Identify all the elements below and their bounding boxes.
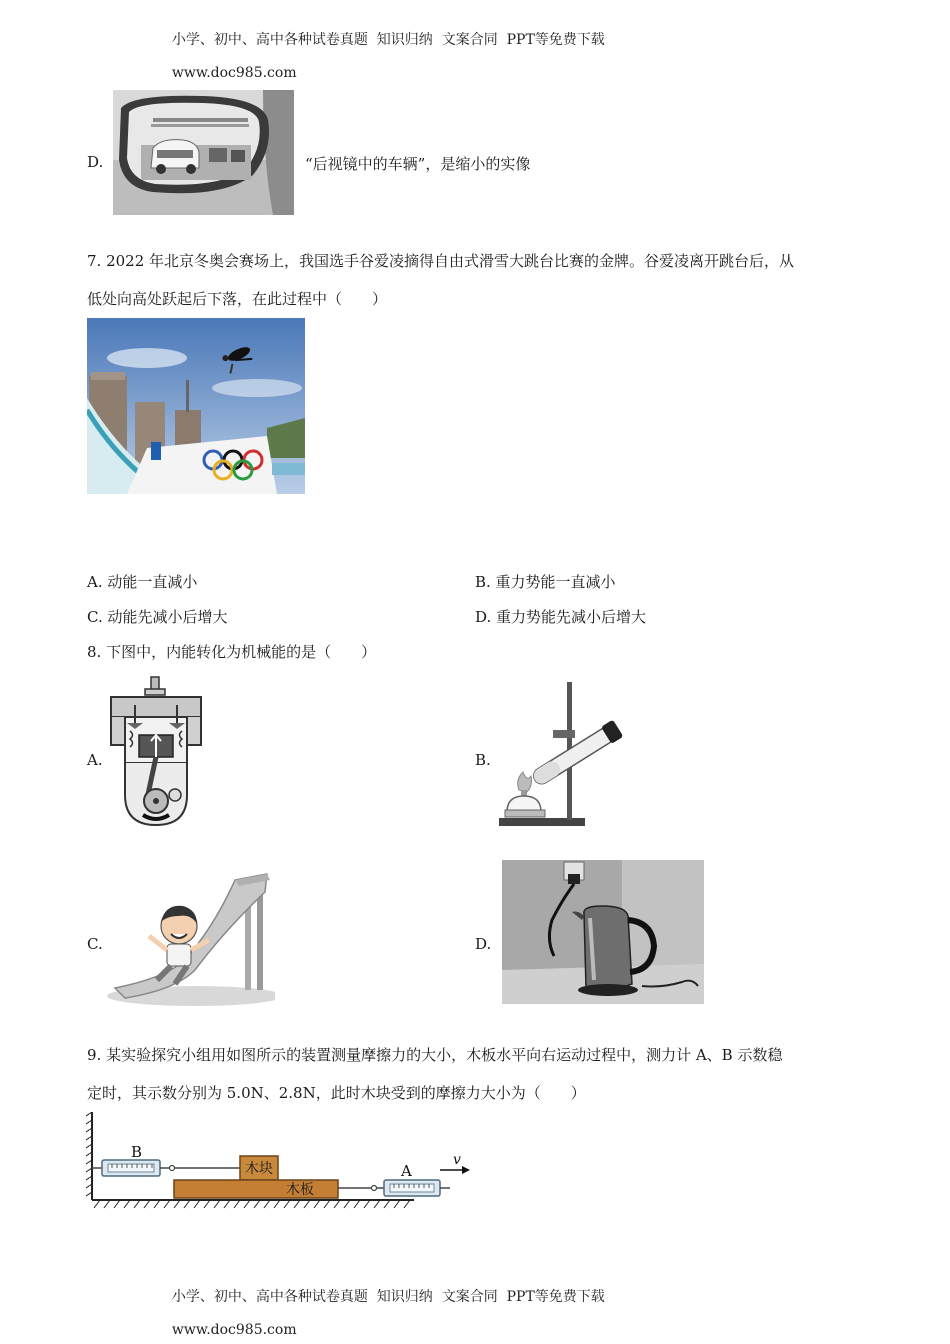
- q9-stem-line1: 9. 某实验探究小组用如图所示的装置测量摩擦力的大小，木板水平向右运动过程中，测力计 A、B 示数稳: [87, 1046, 783, 1064]
- q9-stem-line2: 定时，其示数分别为 5.0N、2.8N，此时木块受到的摩擦力大小为（ ）: [87, 1084, 586, 1102]
- slide-cartoon-diagram: [105, 870, 275, 1008]
- q7-stem-line2: 低处向高处跃起后下落，在此过程中（ ）: [87, 290, 388, 308]
- q8-option-c-label[interactable]: C.: [87, 935, 103, 953]
- rearview-mirror-photo: [113, 90, 294, 215]
- q7-option-b[interactable]: B. 重力势能一直减小: [475, 573, 616, 591]
- engine-cylinder-diagram: [105, 675, 210, 830]
- q7-option-a[interactable]: A. 动能一直减小: [87, 573, 198, 591]
- wood-block-label: 木块: [245, 1161, 273, 1177]
- label-a: A: [401, 1162, 412, 1180]
- ski-jump-photo: [87, 318, 305, 494]
- heating-test-tube-diagram: [497, 678, 632, 830]
- header-text: 小学、初中、高中各种试卷真题 知识归纳 文案合同 PPT等免费下载: [171, 32, 605, 48]
- q6-option-d-text: “后视镜中的车辆”，是缩小的实像: [305, 155, 531, 173]
- label-v: v: [453, 1152, 461, 1168]
- header-url[interactable]: www.doc985.com: [171, 65, 297, 81]
- q8-option-b-label[interactable]: B.: [475, 751, 491, 769]
- q6-option-d-letter: D.: [87, 153, 104, 171]
- wood-board-label: 木板: [286, 1182, 314, 1198]
- q8-option-d-label[interactable]: D.: [475, 935, 492, 953]
- q8-stem: 8. 下图中，内能转化为机械能的是（ ）: [87, 643, 377, 661]
- electric-kettle-photo: [502, 860, 704, 1004]
- q8-option-a-label[interactable]: A.: [87, 751, 103, 769]
- footer-url[interactable]: www.doc985.com: [171, 1322, 297, 1338]
- label-b: B: [131, 1143, 143, 1161]
- q7-option-d[interactable]: D. 重力势能先减小后增大: [475, 608, 647, 626]
- page-footer: [163, 1270, 605, 1338]
- friction-experiment-diagram: [86, 1112, 476, 1212]
- q7-option-c[interactable]: C. 动能先减小后增大: [87, 608, 228, 626]
- q7-stem-line1: 7. 2022 年北京冬奥会赛场上，我国选手谷爱凌摘得自由式滑雪大跳台比赛的金牌。谷爱凌离开跳台后，从: [87, 252, 795, 270]
- footer-text: 小学、初中、高中各种试卷真题 知识归纳 文案合同 PPT等免费下载: [171, 1289, 605, 1305]
- page-header: [163, 13, 605, 81]
